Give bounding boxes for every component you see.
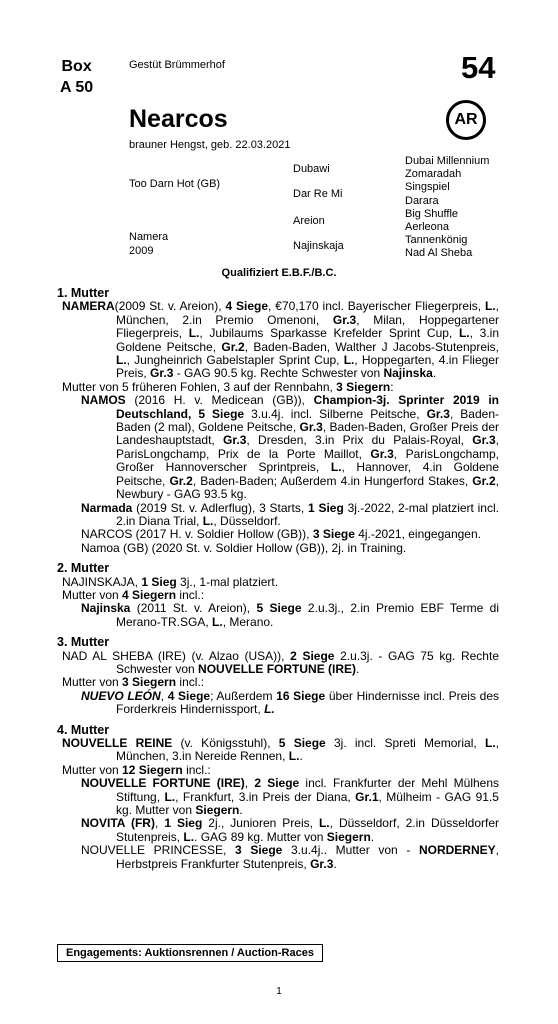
entry-bold: 3 Siege	[312, 527, 355, 542]
horse-name-novita: NOVITA (FR)	[81, 816, 155, 831]
horse-name-najinska: Najinska	[81, 601, 131, 616]
ar-badge-label: AR	[454, 111, 478, 128]
entry-bold: 3 Siegern	[336, 379, 391, 394]
offspring-entry-narcos	[57, 528, 499, 541]
entry-text: , Herbstpreis Frankfurter Stutenpreis,	[116, 843, 499, 871]
pedigree-great-grandparent: Nad Al Sheba	[405, 247, 473, 260]
pedigree-great-grandparent: Zomaradah	[405, 168, 462, 181]
offspring-entry-namos	[57, 394, 499, 501]
entry-text: , Frankfurt, 3.in Preis der Diana,	[175, 789, 356, 804]
entry-text: , Düsseldorf.	[213, 513, 281, 528]
entry-text: ,	[154, 816, 165, 831]
horse-name-namos: NAMOS	[81, 393, 126, 408]
offspring-entry-nouvelle-fortune	[57, 777, 499, 817]
section-heading-mutter1: 1. Mutter	[57, 286, 110, 300]
offspring-entry-najinska	[57, 602, 499, 629]
entry-text: (v. Königsstuhl),	[172, 736, 279, 750]
entry-bold: Gr.3	[370, 446, 394, 461]
entry-bold: L.	[485, 299, 496, 314]
entry-text: Mutter von	[62, 587, 123, 602]
entry-bold: Gr.3	[332, 312, 357, 327]
horse-name-nouvelle-fortune: NOUVELLE FORTUNE (IRE)	[81, 776, 245, 791]
section-heading-mutter2: 2. Mutter	[57, 561, 110, 576]
entry-bold: Gr.3	[426, 406, 450, 421]
entry-text: NOUVELLE PRINCESSE,	[81, 843, 236, 858]
entry-bold: Gr.2	[221, 339, 245, 354]
entry-bold: L.	[202, 513, 214, 528]
entry-bold: 16 Siege	[276, 688, 326, 703]
entry-text: 2.u.3j., 2.in Premio EBF Terme di Merano-TR.SGA,	[116, 601, 499, 629]
offspring-entry-narmada	[57, 502, 499, 529]
entry-text: ,	[160, 688, 168, 703]
entry-text: , Jungheinrich Gabelstapler Sprint Cup,	[126, 353, 344, 368]
entry-text: , Düsseldorf, 2.in Düsseldorfer Stutenpreis,	[116, 816, 499, 844]
entry-text: NARCOS (2017 H. v. Soldier Hollow (GB)),	[81, 527, 313, 542]
pedigree-great-grandparents	[405, 155, 489, 261]
entry-text: , München, 2.in Premio Omenoni,	[116, 299, 500, 327]
box-label	[60, 56, 93, 98]
entry-bold: 2 Siege	[254, 776, 300, 791]
entry-bold: L.	[188, 326, 200, 341]
entry-bold: 5 Siege	[256, 601, 302, 616]
entry-text: , ParisLongchamp, Prix de la Porte Maillot,	[116, 433, 499, 461]
entry-text: 3j. incl. Spreti Memorial,	[325, 736, 485, 750]
dam-entry-namera	[57, 300, 499, 380]
pedigree-great-grandparent: Tannenkönig	[405, 234, 468, 247]
pedigree-dam: Namera	[129, 231, 169, 243]
dam-entry-nad-al-sheba	[57, 650, 499, 677]
entry-bold: Siegern	[326, 829, 371, 844]
entry-bold: L.	[116, 353, 127, 368]
qualification: Qualifiziert E.B.F./B.C.	[221, 267, 337, 279]
offspring-entry-nuevo-leon	[57, 690, 499, 717]
entry-text: (2009 St. v. Areion),	[114, 299, 226, 314]
offspring-entry-novita	[57, 817, 499, 844]
pedigree-great-grandparent: Darara	[405, 194, 439, 207]
entry-text: 4j.-2021, eingegangen.	[354, 527, 481, 542]
pedigree-great-grandparent: Big Shuffle	[405, 207, 459, 220]
entry-text: .	[299, 749, 303, 764]
pedigree-dam-year: 2009	[129, 245, 154, 257]
entry-text: , Dresden, 3.in Prix du Palais-Royal,	[246, 433, 473, 448]
entry-text: , Baden-Baden, Walther J Jacobs-Stutenpreis,	[244, 339, 499, 354]
entry-text: über Hindernisse incl. Preis des Forderkreis Hindernissport,	[116, 688, 499, 717]
pedigree-grandparent: Najinskaja	[293, 240, 344, 252]
pedigree-great-grandparent: Singspiel	[405, 181, 450, 194]
entry-text: .	[370, 829, 375, 844]
pedigree-great-grandparent: Dubai Millennium	[405, 155, 490, 167]
entry-bold: Gr.2	[169, 473, 193, 488]
entry-text: .	[356, 661, 360, 676]
entry-bold: L.	[343, 353, 355, 368]
entry-text: , München, 3.in Nereide Rennen,	[116, 736, 499, 764]
entry-text: - GAG 90.5 kg. Rechte Schwester von	[173, 366, 384, 381]
entry-bold: L.	[458, 326, 470, 341]
entry-text: ,	[244, 776, 255, 791]
entry-text: , Baden-Baden, Großer Preis der Landeshauptstadt,	[116, 420, 499, 448]
entry-bold: 4 Siegern	[122, 587, 177, 602]
entry-bold: 4 Siege	[225, 299, 269, 314]
pedigree-grandparent: Dubawi	[293, 163, 330, 175]
offspring-entry-namoa	[57, 542, 499, 555]
entry-bold: 12 Siegern	[122, 762, 183, 777]
entry-bold: 3 Siege	[235, 843, 283, 858]
entry-bold: L.	[164, 789, 176, 804]
entry-text: (2016 H. v. Medicean (GB)),	[125, 393, 314, 408]
horse-name-nouvelle-reine: NOUVELLE REINE	[62, 736, 173, 750]
entry-text: 3j., 1-mal platziert.	[176, 574, 279, 589]
entry-text: (2011 St. v. Areion),	[130, 601, 257, 616]
horse-name-namera: NAMERA	[62, 299, 115, 314]
entry-bold: Gr.3	[472, 433, 496, 448]
entry-bold: 1 Sieg	[141, 574, 177, 589]
entry-text: , Hoppegarten, 4.in Flieger Preis,	[116, 353, 499, 381]
entry-text: incl. Frankfurter der Mehl Mülhens Stiftung,	[116, 776, 500, 804]
entry-text: :	[390, 379, 394, 394]
entry-text: 3.u.4j.. Mutter von -	[282, 843, 419, 858]
entry-text: . GAG 89 kg. Mutter von	[194, 829, 327, 844]
foals-summary	[57, 381, 499, 394]
winners-summary	[57, 764, 499, 777]
pedigree-great-grandparent: Aerleona	[405, 221, 450, 234]
dam-entry-najinskaja	[57, 576, 499, 589]
entry-text: ; Außerdem	[210, 688, 277, 703]
entry-text: .	[432, 366, 437, 381]
entry-bold: 5 Siege	[278, 736, 326, 750]
entry-text: , €70,170 incl. Bayerischer Fliegerpreis,	[268, 299, 485, 314]
pedigree-grandparent: Areion	[293, 215, 325, 227]
entry-text: NAD AL SHEBA (IRE) (v. Alzao (USA)),	[62, 648, 291, 663]
entry-text: 2.u.3j. - GAG 75 kg. Rechte Schwester von	[116, 648, 499, 676]
horse-name-narmada: Narmada	[81, 500, 133, 515]
entry-text: , Newbury - GAG 93.5 kg.	[116, 473, 499, 502]
entry-text: , Jubilaums Sparkasse Krefelder Sprint Cup,	[199, 326, 459, 341]
entry-text: incl.:	[182, 762, 211, 777]
entry-bold: L.	[264, 702, 275, 717]
engagements-box: Engagements: Auktionsrennen / Auction-Races	[57, 944, 323, 962]
ar-badge	[446, 100, 486, 140]
entry-bold: L.	[484, 736, 496, 750]
entry-text: Mutter von	[62, 762, 123, 777]
entry-text: .	[239, 803, 243, 818]
entry-bold: L.	[212, 614, 223, 629]
entry-text: Mutter von 5 früheren Fohlen, 3 auf der Rennbahn,	[62, 379, 337, 394]
entry-bold: L.	[288, 749, 300, 764]
offspring-entry-nouvelle-princesse	[57, 844, 499, 871]
pedigree-grandparent: Dar Re Mi	[293, 188, 343, 200]
entry-bold: 4 Siege	[167, 688, 211, 703]
entry-text: , ParisLongchamp, Großer Hannoverscher Sprintpreis,	[116, 446, 499, 475]
entry-bold: Gr.3	[299, 420, 323, 435]
horse-name-nuevo-leon: NUEVO LEÓN	[81, 688, 161, 703]
entry-bold: L.	[183, 829, 195, 844]
entry-bold: Najinska	[383, 366, 433, 381]
entry-bold: 1 Sieg	[164, 816, 203, 831]
entry-text: 3j.-2022, 2-mal platziert incl. 2.in Diana Trial,	[116, 500, 499, 528]
entry-text: , Baden-Baden; Außerdem 4.in Hungerford Stakes,	[192, 473, 473, 488]
entry-text: , Milan, Hoppegartener Fliegerpreis,	[116, 312, 500, 341]
entry-text: Namoa (GB) (2020 St. v. Soldier Hollow (GB)), 2j. in Training.	[81, 540, 407, 555]
entry-text: , Merano.	[222, 614, 274, 629]
entry-text: , Mülheim - GAG 91.5 kg. Mutter von	[116, 789, 499, 818]
horse-name-norderney: NORDERNEY	[418, 843, 496, 858]
horse-description: brauner Hengst, geb. 22.03.2021	[129, 139, 291, 151]
lot-number: 54	[461, 50, 496, 85]
entry-bold: Gr.3	[223, 433, 247, 448]
section-heading-mutter4: 4. Mutter	[57, 722, 110, 737]
entry-text: , 3.in Goldene Peitsche,	[116, 326, 500, 354]
entry-bold: Siegern	[195, 803, 240, 818]
box-line1: Box	[61, 58, 92, 75]
entry-bold: Champion-3j. Sprinter 2019 in Deutschland, 5 Siege	[116, 393, 499, 421]
entry-bold: 3 Siegern	[122, 675, 177, 690]
entry-bold: 2 Siege	[290, 648, 335, 663]
entry-text: 2j., Junioren Preis,	[202, 816, 319, 831]
entry-text: Mutter von	[62, 675, 123, 690]
entry-bold: NOUVELLE FORTUNE (IRE)	[198, 661, 357, 676]
pedigree-sire: Too Darn Hot (GB)	[129, 178, 221, 190]
entry-text: incl.:	[176, 675, 205, 690]
entry-bold: Gr.3	[150, 366, 174, 381]
breeder: Gestüt Brümmerhof	[129, 59, 225, 71]
dam-entry-nouvelle-reine	[57, 737, 499, 764]
entry-bold: L.	[318, 816, 330, 831]
entry-text: incl.:	[176, 587, 205, 602]
horse-name: Nearcos	[129, 105, 228, 133]
entry-bold: L.	[330, 460, 342, 475]
entry-bold: Gr.2	[472, 473, 496, 488]
entry-text: 3.u.4j. incl. Silberne Peitsche,	[244, 406, 427, 421]
winners-summary	[57, 589, 499, 602]
page-number: 1	[276, 986, 282, 997]
entry-bold: Gr.1	[355, 789, 379, 804]
section-heading-mutter3: 3. Mutter	[57, 635, 110, 650]
entry-bold: 1 Sieg	[308, 500, 344, 515]
box-line2: A 50	[60, 79, 94, 96]
entry-bold: Gr.3	[310, 856, 334, 871]
entry-text: , Hannover, 4.in Goldene Peitsche,	[116, 460, 499, 488]
entry-text: , Baden-Baden (2 mal), Goldene Peitsche,	[116, 406, 499, 435]
winners-summary	[57, 676, 499, 689]
entry-text: .	[333, 856, 337, 871]
entry-text: NAJINSKAJA,	[62, 574, 142, 589]
entry-text: (2019 St. v. Adlerflug), 3 Starts,	[132, 500, 308, 515]
catalogue-content	[57, 284, 499, 871]
